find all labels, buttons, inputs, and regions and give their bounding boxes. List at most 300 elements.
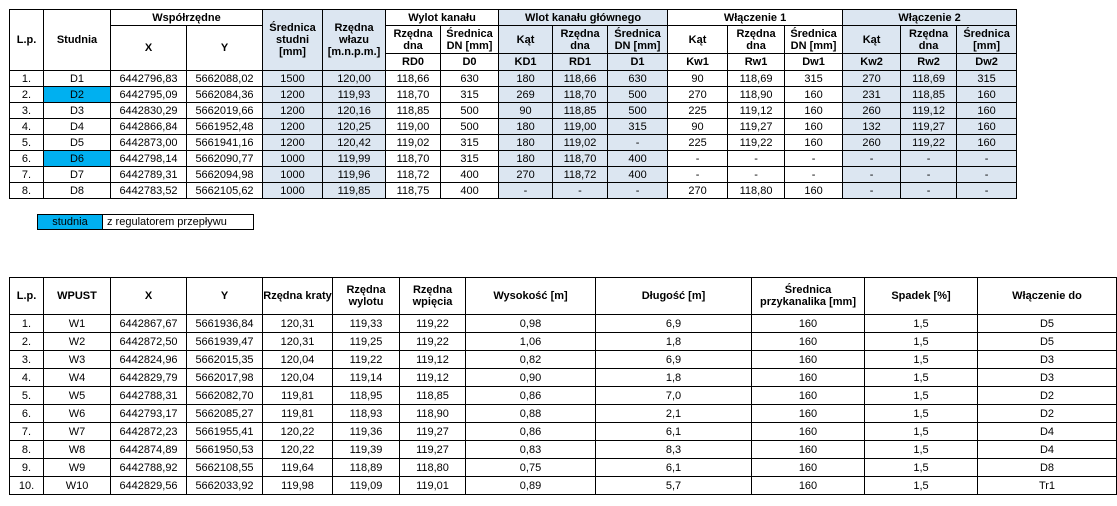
cell-rw1: 119,12 xyxy=(728,103,785,119)
table-row xyxy=(10,477,1117,495)
header-w1-kat: Kąt xyxy=(668,26,728,54)
header-rd0: RD0 xyxy=(386,54,441,71)
cell-rd0: 118,72 xyxy=(386,167,441,183)
header-rd1: RD1 xyxy=(553,54,608,71)
cell-sr: 160 xyxy=(752,315,865,333)
cell-wpiecie: 119,27 xyxy=(400,423,466,441)
cell-sr: 160 xyxy=(752,477,865,495)
cell-d1: 400 xyxy=(608,151,668,167)
cell-sr: 1200 xyxy=(263,103,323,119)
cell-sr: 1000 xyxy=(263,167,323,183)
cell-wylot: 119,22 xyxy=(333,351,400,369)
cell-d0: 400 xyxy=(441,183,499,199)
cell-dl: 6,9 xyxy=(596,315,752,333)
cell-lp: 9. xyxy=(10,459,44,477)
cell-y: 5661941,16 xyxy=(187,135,263,151)
cell-y: 5662105,62 xyxy=(187,183,263,199)
cell-x: 6442866,84 xyxy=(111,119,187,135)
cell-wylot: 118,93 xyxy=(333,405,400,423)
cell-rd0: 118,85 xyxy=(386,103,441,119)
cell-y: 5661950,53 xyxy=(187,441,263,459)
cell-x: 6442788,92 xyxy=(111,459,187,477)
header-kw2: Kw2 xyxy=(843,54,901,71)
cell-y: 5662015,35 xyxy=(187,351,263,369)
cell-dw2: 315 xyxy=(957,71,1017,87)
cell-wpiecie: 119,22 xyxy=(400,315,466,333)
header-d1: D1 xyxy=(608,54,668,71)
cell-rw2: 119,27 xyxy=(901,119,957,135)
cell-d0: 315 xyxy=(441,135,499,151)
cell-lp: 7. xyxy=(10,167,44,183)
cell-wl: D5 xyxy=(978,315,1117,333)
cell-wl: D2 xyxy=(978,387,1117,405)
cell-rw2: 118,69 xyxy=(901,71,957,87)
cell-d1: 500 xyxy=(608,103,668,119)
table-row xyxy=(10,151,1017,167)
header-wlot-kat: Kąt xyxy=(499,26,553,54)
cell-sr: 160 xyxy=(752,369,865,387)
legend-swatch: studnia xyxy=(38,215,103,230)
cell-dw1: 160 xyxy=(785,183,843,199)
cell-kd1: - xyxy=(499,183,553,199)
cell-kw1: - xyxy=(668,167,728,183)
table-row xyxy=(10,387,1117,405)
cell-x: 6442789,31 xyxy=(111,167,187,183)
cell-kd1: 180 xyxy=(499,135,553,151)
header-srednica: Średnica przykanalika [mm] xyxy=(752,278,865,315)
header-dw2: Dw2 xyxy=(957,54,1017,71)
header-dlugosc: Długość [m] xyxy=(596,278,752,315)
cell-x: 6442872,23 xyxy=(111,423,187,441)
table-row xyxy=(10,183,1017,199)
cell-spadek: 1,5 xyxy=(865,387,978,405)
cell-kw1: 90 xyxy=(668,71,728,87)
cell-rd1: 119,00 xyxy=(553,119,608,135)
header-wylot-srednica: Średnica DN [mm] xyxy=(441,26,499,54)
cell-lp: 5. xyxy=(10,387,44,405)
cell-sr: 160 xyxy=(752,423,865,441)
cell-x: 6442830,29 xyxy=(111,103,187,119)
cell-sr: 1000 xyxy=(263,183,323,199)
cell-wylot: 119,33 xyxy=(333,315,400,333)
cell-wl: Tr1 xyxy=(978,477,1117,495)
cell-wl: D2 xyxy=(978,405,1117,423)
header-rzedna-wlazu: Rzędna włazu [m.n.p.m.] xyxy=(323,10,386,71)
cell-wlaz: 120,42 xyxy=(323,135,386,151)
cell-dw2: 160 xyxy=(957,103,1017,119)
cell-krata: 120,31 xyxy=(263,333,333,351)
cell-kw2: 260 xyxy=(843,103,901,119)
cell-lp: 1. xyxy=(10,315,44,333)
cell-d0: 500 xyxy=(441,103,499,119)
header-rzedna-wylotu: Rzędna wylotu xyxy=(333,278,400,315)
cell-spadek: 1,5 xyxy=(865,423,978,441)
cell-rw2: 118,85 xyxy=(901,87,957,103)
cell-kw2: 132 xyxy=(843,119,901,135)
header-x: X xyxy=(111,278,187,315)
cell-wpust: W8 xyxy=(44,441,111,459)
cell-krata: 120,22 xyxy=(263,423,333,441)
cell-dl: 1,8 xyxy=(596,369,752,387)
cell-x: 6442795,09 xyxy=(111,87,187,103)
cell-wpiecie: 118,90 xyxy=(400,405,466,423)
header-w1-rzedna: Rzędna dna xyxy=(728,26,785,54)
cell-wys: 0,89 xyxy=(466,477,596,495)
header-spadek: Spadek [%] xyxy=(865,278,978,315)
header-wlaczenie-2: Włączenie 2 xyxy=(843,10,1017,26)
cell-wys: 0,83 xyxy=(466,441,596,459)
cell-sr: 1000 xyxy=(263,151,323,167)
cell-sr: 160 xyxy=(752,333,865,351)
cell-lp: 1. xyxy=(10,71,44,87)
cell-rw1: 118,69 xyxy=(728,71,785,87)
cell-rd1: - xyxy=(553,183,608,199)
cell-wylot: 119,39 xyxy=(333,441,400,459)
cell-sr: 1500 xyxy=(263,71,323,87)
cell-wlaz: 119,99 xyxy=(323,151,386,167)
cell-wys: 0,86 xyxy=(466,387,596,405)
cell-dl: 2,1 xyxy=(596,405,752,423)
header-kd1: KD1 xyxy=(499,54,553,71)
cell-rw1: 118,80 xyxy=(728,183,785,199)
cell-wylot: 119,36 xyxy=(333,423,400,441)
cell-lp: 6. xyxy=(10,405,44,423)
cell-sr: 160 xyxy=(752,459,865,477)
cell-wpust: W1 xyxy=(44,315,111,333)
cell-kw2: 231 xyxy=(843,87,901,103)
header-wylot-kanalu: Wylot kanału xyxy=(386,10,499,26)
cell-krata: 120,31 xyxy=(263,315,333,333)
header-rzedna-kraty: Rzędna kraty xyxy=(263,278,333,315)
cell-wylot: 119,09 xyxy=(333,477,400,495)
cell-rw2: 119,12 xyxy=(901,103,957,119)
cell-rw1: 119,27 xyxy=(728,119,785,135)
cell-wlaz: 119,96 xyxy=(323,167,386,183)
cell-wylot: 118,89 xyxy=(333,459,400,477)
cell-sr: 160 xyxy=(752,387,865,405)
cell-rd1: 118,66 xyxy=(553,71,608,87)
cell-x: 6442796,83 xyxy=(111,71,187,87)
cell-y: 5662108,55 xyxy=(187,459,263,477)
cell-kd1: 90 xyxy=(499,103,553,119)
table-row xyxy=(10,423,1117,441)
cell-x: 6442824,96 xyxy=(111,351,187,369)
inlets-table xyxy=(9,277,1117,495)
cell-studnia: D2 xyxy=(44,87,111,103)
header-y: Y xyxy=(187,26,263,71)
header-kw1: Kw1 xyxy=(668,54,728,71)
header-dw1: Dw1 xyxy=(785,54,843,71)
cell-dw2: - xyxy=(957,183,1017,199)
cell-sr: 160 xyxy=(752,351,865,369)
cell-rd1: 118,70 xyxy=(553,87,608,103)
cell-lp: 8. xyxy=(10,183,44,199)
cell-wpust: W3 xyxy=(44,351,111,369)
cell-lp: 10. xyxy=(10,477,44,495)
cell-x: 6442867,67 xyxy=(111,315,187,333)
cell-wys: 0,86 xyxy=(466,423,596,441)
cell-wlaz: 119,85 xyxy=(323,183,386,199)
cell-kw2: - xyxy=(843,151,901,167)
cell-rw1: - xyxy=(728,151,785,167)
header-studnia: Studnia xyxy=(44,10,111,71)
legend xyxy=(37,214,254,230)
header-w2-rzedna: Rzędna dna xyxy=(901,26,957,54)
table-row xyxy=(10,459,1117,477)
cell-wl: D4 xyxy=(978,423,1117,441)
cell-dl: 6,1 xyxy=(596,423,752,441)
header-w1-srednica: Średnica DN [mm] xyxy=(785,26,843,54)
cell-krata: 119,98 xyxy=(263,477,333,495)
cell-lp: 4. xyxy=(10,369,44,387)
cell-y: 5662017,98 xyxy=(187,369,263,387)
cell-dw1: 160 xyxy=(785,87,843,103)
table-row xyxy=(10,119,1017,135)
cell-wpiecie: 118,80 xyxy=(400,459,466,477)
cell-wl: D5 xyxy=(978,333,1117,351)
cell-sr: 1200 xyxy=(263,119,323,135)
cell-x: 6442788,31 xyxy=(111,387,187,405)
cell-wpust: W4 xyxy=(44,369,111,387)
cell-wl: D3 xyxy=(978,351,1117,369)
cell-wys: 0,98 xyxy=(466,315,596,333)
cell-kw2: - xyxy=(843,167,901,183)
cell-rw1: 119,22 xyxy=(728,135,785,151)
cell-wpust: W7 xyxy=(44,423,111,441)
cell-kd1: 270 xyxy=(499,167,553,183)
cell-wpiecie: 119,01 xyxy=(400,477,466,495)
cell-studnia: D5 xyxy=(44,135,111,151)
header-srednica-studni: Średnica studni [mm] xyxy=(263,10,323,71)
cell-lp: 5. xyxy=(10,135,44,151)
cell-y: 5662082,70 xyxy=(187,387,263,405)
cell-y: 5662088,02 xyxy=(187,71,263,87)
cell-y: 5662033,92 xyxy=(187,477,263,495)
header-rw1: Rw1 xyxy=(728,54,785,71)
cell-y: 5662084,36 xyxy=(187,87,263,103)
table-row xyxy=(10,315,1117,333)
header-wysokosc: Wysokość [m] xyxy=(466,278,596,315)
cell-dw1: - xyxy=(785,151,843,167)
cell-lp: 3. xyxy=(10,351,44,369)
header-wlot-srednica: Średnica DN [mm] xyxy=(608,26,668,54)
cell-kw2: 260 xyxy=(843,135,901,151)
cell-sr: 160 xyxy=(752,405,865,423)
cell-rw1: 118,90 xyxy=(728,87,785,103)
table-row xyxy=(10,135,1017,151)
cell-dw1: 315 xyxy=(785,71,843,87)
cell-sr: 1200 xyxy=(263,135,323,151)
cell-studnia: D1 xyxy=(44,71,111,87)
header-wlot-rzedna: Rzędna dna xyxy=(553,26,608,54)
cell-y: 5662094,98 xyxy=(187,167,263,183)
cell-kw1: 270 xyxy=(668,87,728,103)
cell-x: 6442783,52 xyxy=(111,183,187,199)
cell-wpust: W9 xyxy=(44,459,111,477)
cell-lp: 7. xyxy=(10,423,44,441)
cell-spadek: 1,5 xyxy=(865,351,978,369)
header-y: Y xyxy=(187,278,263,315)
cell-dw1: 160 xyxy=(785,103,843,119)
header-lp: L.p. xyxy=(10,10,44,71)
cell-lp: 2. xyxy=(10,333,44,351)
cell-kw1: - xyxy=(668,151,728,167)
cell-dw1: 160 xyxy=(785,135,843,151)
cell-spadek: 1,5 xyxy=(865,315,978,333)
cell-y: 5662085,27 xyxy=(187,405,263,423)
cell-d0: 500 xyxy=(441,119,499,135)
header-wspolrzedne: Współrzędne xyxy=(111,10,263,26)
cell-wys: 0,82 xyxy=(466,351,596,369)
cell-rw1: - xyxy=(728,167,785,183)
cell-wpust: W6 xyxy=(44,405,111,423)
header-w2-srednica: Średnica [mm] xyxy=(957,26,1017,54)
table-row xyxy=(10,441,1117,459)
header-x: X xyxy=(111,26,187,71)
cell-wys: 0,75 xyxy=(466,459,596,477)
cell-dw2: 160 xyxy=(957,87,1017,103)
cell-wys: 0,90 xyxy=(466,369,596,387)
header-wlot-glowny: Wlot kanału głównego xyxy=(499,10,668,26)
cell-rd1: 118,85 xyxy=(553,103,608,119)
cell-rd0: 118,70 xyxy=(386,151,441,167)
cell-d1: 315 xyxy=(608,119,668,135)
header-wylot-rzedna: Rzędna dna xyxy=(386,26,441,54)
cell-dl: 1,8 xyxy=(596,333,752,351)
cell-wpiecie: 118,85 xyxy=(400,387,466,405)
cell-dw2: - xyxy=(957,167,1017,183)
cell-studnia: D6 xyxy=(44,151,111,167)
cell-lp: 2. xyxy=(10,87,44,103)
cell-studnia: D8 xyxy=(44,183,111,199)
cell-d1: - xyxy=(608,135,668,151)
cell-studnia: D7 xyxy=(44,167,111,183)
cell-lp: 4. xyxy=(10,119,44,135)
cell-krata: 119,64 xyxy=(263,459,333,477)
cell-x: 6442793,17 xyxy=(111,405,187,423)
cell-kd1: 180 xyxy=(499,119,553,135)
cell-dw2: - xyxy=(957,151,1017,167)
cell-wpust: W5 xyxy=(44,387,111,405)
cell-x: 6442872,50 xyxy=(111,333,187,351)
cell-lp: 8. xyxy=(10,441,44,459)
cell-spadek: 1,5 xyxy=(865,369,978,387)
table-row xyxy=(10,87,1017,103)
table-row xyxy=(10,167,1017,183)
cell-dw1: - xyxy=(785,167,843,183)
cell-wpust: W10 xyxy=(44,477,111,495)
cell-dl: 8,3 xyxy=(596,441,752,459)
cell-y: 5662090,77 xyxy=(187,151,263,167)
cell-y: 5661936,84 xyxy=(187,315,263,333)
cell-rd0: 119,02 xyxy=(386,135,441,151)
cell-x: 6442874,89 xyxy=(111,441,187,459)
cell-sr: 160 xyxy=(752,441,865,459)
header-wlaczenie: Włączenie do xyxy=(978,278,1117,315)
header-rzedna-wpiecia: Rzędna wpięcia xyxy=(400,278,466,315)
cell-wylot: 118,95 xyxy=(333,387,400,405)
cell-rd1: 119,02 xyxy=(553,135,608,151)
header-wpust: WPUST xyxy=(44,278,111,315)
header-lp: L.p. xyxy=(10,278,44,315)
cell-d0: 315 xyxy=(441,151,499,167)
cell-rw2: - xyxy=(901,151,957,167)
cell-studnia: D4 xyxy=(44,119,111,135)
cell-wpust: W2 xyxy=(44,333,111,351)
cell-studnia: D3 xyxy=(44,103,111,119)
cell-rw2: 119,22 xyxy=(901,135,957,151)
table-row xyxy=(10,103,1017,119)
cell-d0: 400 xyxy=(441,167,499,183)
cell-dl: 7,0 xyxy=(596,387,752,405)
cell-krata: 119,81 xyxy=(263,387,333,405)
cell-d1: - xyxy=(608,183,668,199)
cell-rw2: - xyxy=(901,183,957,199)
table-row xyxy=(10,369,1117,387)
cell-krata: 120,22 xyxy=(263,441,333,459)
cell-kw2: 270 xyxy=(843,71,901,87)
cell-spadek: 1,5 xyxy=(865,333,978,351)
cell-kw2: - xyxy=(843,183,901,199)
cell-rd0: 118,66 xyxy=(386,71,441,87)
cell-d1: 630 xyxy=(608,71,668,87)
cell-rd0: 119,00 xyxy=(386,119,441,135)
cell-wpiecie: 119,12 xyxy=(400,351,466,369)
cell-krata: 119,81 xyxy=(263,405,333,423)
cell-wlaz: 120,00 xyxy=(323,71,386,87)
cell-wl: D3 xyxy=(978,369,1117,387)
cell-dw2: 160 xyxy=(957,119,1017,135)
cell-rw2: - xyxy=(901,167,957,183)
cell-x: 6442829,79 xyxy=(111,369,187,387)
cell-spadek: 1,5 xyxy=(865,441,978,459)
cell-kd1: 180 xyxy=(499,151,553,167)
cell-wl: D4 xyxy=(978,441,1117,459)
cell-d1: 500 xyxy=(608,87,668,103)
cell-spadek: 1,5 xyxy=(865,459,978,477)
cell-wpiecie: 119,12 xyxy=(400,369,466,387)
manholes-table xyxy=(9,9,1017,199)
cell-wlaz: 119,93 xyxy=(323,87,386,103)
cell-dl: 5,7 xyxy=(596,477,752,495)
cell-wys: 0,88 xyxy=(466,405,596,423)
cell-y: 5661939,47 xyxy=(187,333,263,351)
cell-x: 6442798,14 xyxy=(111,151,187,167)
cell-wylot: 119,25 xyxy=(333,333,400,351)
cell-wlaz: 120,16 xyxy=(323,103,386,119)
cell-y: 5661952,48 xyxy=(187,119,263,135)
header-d0: D0 xyxy=(441,54,499,71)
cell-wl: D8 xyxy=(978,459,1117,477)
cell-spadek: 1,5 xyxy=(865,405,978,423)
cell-rd1: 118,72 xyxy=(553,167,608,183)
cell-y: 5661955,41 xyxy=(187,423,263,441)
table-row xyxy=(10,71,1017,87)
cell-x: 6442829,56 xyxy=(111,477,187,495)
cell-kw1: 90 xyxy=(668,119,728,135)
cell-kw1: 225 xyxy=(668,103,728,119)
cell-spadek: 1,5 xyxy=(865,477,978,495)
cell-krata: 120,04 xyxy=(263,351,333,369)
header-w2-kat: Kąt xyxy=(843,26,901,54)
cell-kw1: 225 xyxy=(668,135,728,151)
cell-dl: 6,1 xyxy=(596,459,752,477)
cell-x: 6442873,00 xyxy=(111,135,187,151)
table-row xyxy=(10,351,1117,369)
cell-wlaz: 120,25 xyxy=(323,119,386,135)
table-row xyxy=(10,333,1117,351)
cell-lp: 3. xyxy=(10,103,44,119)
